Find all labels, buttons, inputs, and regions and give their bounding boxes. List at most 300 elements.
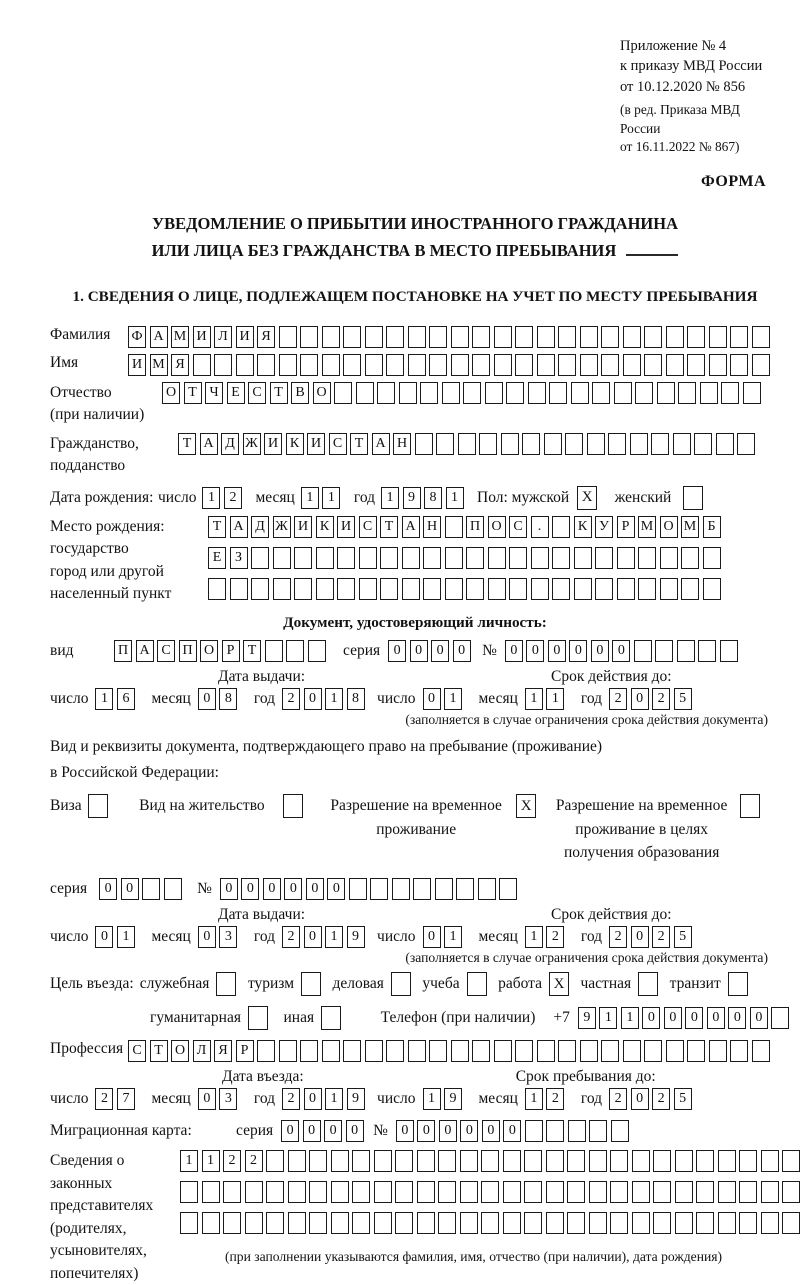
char-cell[interactable]: 1	[423, 1088, 441, 1110]
char-cell[interactable]: 0	[388, 640, 406, 662]
char-cell[interactable]	[721, 382, 739, 404]
char-cell[interactable]: П	[466, 516, 484, 538]
char-cell[interactable]	[580, 1040, 598, 1062]
char-cell[interactable]	[380, 547, 398, 569]
char-cell[interactable]	[417, 1150, 435, 1172]
char-cell[interactable]	[472, 1040, 490, 1062]
char-cell[interactable]: 1	[322, 487, 340, 509]
char-cell[interactable]	[537, 326, 555, 348]
char-cell[interactable]	[245, 1212, 263, 1234]
char-cell[interactable]: 1	[301, 487, 319, 509]
char-cell[interactable]	[552, 578, 570, 600]
char-cell[interactable]	[739, 1181, 757, 1203]
char-cell[interactable]	[601, 354, 619, 376]
char-cell[interactable]	[288, 1181, 306, 1203]
char-cell[interactable]: А	[150, 326, 168, 348]
char-cell[interactable]	[574, 578, 592, 600]
char-cell[interactable]: И	[294, 516, 312, 538]
char-cell[interactable]	[445, 547, 463, 569]
char-cell[interactable]: 2	[282, 1088, 300, 1110]
char-cell[interactable]: Ж	[243, 433, 261, 455]
char-cell[interactable]	[617, 547, 635, 569]
male-checkbox[interactable]: X	[577, 486, 597, 510]
birth-month-boxes[interactable]	[301, 487, 344, 509]
char-cell[interactable]	[558, 354, 576, 376]
char-cell[interactable]	[589, 1212, 607, 1234]
issue-month-boxes[interactable]	[198, 688, 241, 710]
char-cell[interactable]: 1	[202, 1150, 220, 1172]
char-cell[interactable]	[718, 1181, 736, 1203]
char-cell[interactable]	[752, 326, 770, 348]
char-cell[interactable]	[352, 1150, 370, 1172]
legal-row3-boxes[interactable]	[180, 1212, 800, 1234]
char-cell[interactable]: 1	[325, 1088, 343, 1110]
char-cell[interactable]: .	[531, 516, 549, 538]
char-cell[interactable]	[589, 1120, 607, 1142]
char-cell[interactable]	[429, 354, 447, 376]
char-cell[interactable]	[771, 1007, 789, 1029]
char-cell[interactable]: К	[316, 516, 334, 538]
char-cell[interactable]: М	[150, 354, 168, 376]
char-cell[interactable]: 2	[546, 926, 564, 948]
rvp-edu-checkbox[interactable]	[740, 794, 760, 818]
char-cell[interactable]	[675, 1150, 693, 1172]
char-cell[interactable]: 8	[347, 688, 365, 710]
char-cell[interactable]: И	[307, 433, 325, 455]
char-cell[interactable]: 0	[198, 688, 216, 710]
char-cell[interactable]	[337, 547, 355, 569]
char-cell[interactable]	[703, 578, 721, 600]
char-cell[interactable]	[266, 1212, 284, 1234]
char-cell[interactable]: О	[171, 1040, 189, 1062]
char-cell[interactable]: 3	[219, 926, 237, 948]
char-cell[interactable]	[164, 878, 182, 900]
char-cell[interactable]	[386, 1040, 404, 1062]
expiry-month-boxes[interactable]	[525, 688, 568, 710]
char-cell[interactable]	[420, 382, 438, 404]
char-cell[interactable]	[580, 354, 598, 376]
char-cell[interactable]	[644, 354, 662, 376]
char-cell[interactable]: О	[313, 382, 331, 404]
char-cell[interactable]: 0	[453, 640, 471, 662]
char-cell[interactable]	[374, 1181, 392, 1203]
char-cell[interactable]	[503, 1212, 521, 1234]
char-cell[interactable]: 0	[198, 926, 216, 948]
char-cell[interactable]: А	[200, 433, 218, 455]
char-cell[interactable]	[698, 640, 716, 662]
char-cell[interactable]	[638, 578, 656, 600]
char-cell[interactable]: 1	[95, 688, 113, 710]
char-cell[interactable]	[309, 1181, 327, 1203]
char-cell[interactable]	[524, 1212, 542, 1234]
permit-issue-day-boxes[interactable]	[95, 926, 138, 948]
char-cell[interactable]: 0	[631, 688, 649, 710]
entry-month-boxes[interactable]	[198, 1088, 241, 1110]
char-cell[interactable]	[687, 1040, 705, 1062]
citizenship-boxes[interactable]	[178, 433, 759, 455]
char-cell[interactable]	[359, 578, 377, 600]
char-cell[interactable]	[509, 578, 527, 600]
char-cell[interactable]	[687, 326, 705, 348]
char-cell[interactable]	[337, 578, 355, 600]
char-cell[interactable]: 0	[548, 640, 566, 662]
char-cell[interactable]	[718, 1212, 736, 1234]
phone-boxes[interactable]	[578, 1007, 793, 1029]
char-cell[interactable]: 1	[381, 487, 399, 509]
birthplace-row3-boxes[interactable]	[208, 578, 724, 600]
char-cell[interactable]: Д	[251, 516, 269, 538]
char-cell[interactable]	[460, 1212, 478, 1234]
char-cell[interactable]	[294, 547, 312, 569]
char-cell[interactable]: 0	[482, 1120, 500, 1142]
purpose-private-checkbox[interactable]	[638, 972, 658, 996]
char-cell[interactable]: 5	[674, 688, 692, 710]
char-cell[interactable]	[316, 578, 334, 600]
char-cell[interactable]: У	[595, 516, 613, 538]
char-cell[interactable]	[245, 1181, 263, 1203]
char-cell[interactable]	[392, 878, 410, 900]
char-cell[interactable]	[365, 326, 383, 348]
char-cell[interactable]	[331, 1212, 349, 1234]
char-cell[interactable]	[782, 1150, 800, 1172]
char-cell[interactable]	[257, 354, 275, 376]
char-cell[interactable]: 0	[220, 878, 238, 900]
char-cell[interactable]: 0	[664, 1007, 682, 1029]
char-cell[interactable]: С	[157, 640, 175, 662]
char-cell[interactable]	[386, 326, 404, 348]
char-cell[interactable]: 1	[599, 1007, 617, 1029]
char-cell[interactable]: 0	[439, 1120, 457, 1142]
char-cell[interactable]: 3	[219, 1088, 237, 1110]
char-cell[interactable]	[589, 1150, 607, 1172]
char-cell[interactable]: Ф	[128, 326, 146, 348]
char-cell[interactable]	[142, 878, 160, 900]
char-cell[interactable]	[395, 1150, 413, 1172]
birthplace-row1-boxes[interactable]	[208, 516, 724, 538]
permit-number-boxes[interactable]	[220, 878, 521, 900]
char-cell[interactable]: 1	[546, 688, 564, 710]
surname-boxes[interactable]	[128, 326, 773, 348]
char-cell[interactable]	[632, 1150, 650, 1172]
char-cell[interactable]: Т	[380, 516, 398, 538]
char-cell[interactable]	[720, 640, 738, 662]
char-cell[interactable]	[451, 326, 469, 348]
char-cell[interactable]: Л	[193, 1040, 211, 1062]
char-cell[interactable]	[644, 1040, 662, 1062]
char-cell[interactable]	[300, 354, 318, 376]
char-cell[interactable]	[608, 433, 626, 455]
char-cell[interactable]: К	[286, 433, 304, 455]
char-cell[interactable]	[743, 382, 761, 404]
char-cell[interactable]: 0	[750, 1007, 768, 1029]
char-cell[interactable]	[544, 433, 562, 455]
char-cell[interactable]	[429, 326, 447, 348]
char-cell[interactable]: 0	[569, 640, 587, 662]
char-cell[interactable]	[423, 547, 441, 569]
char-cell[interactable]: 2	[652, 688, 670, 710]
char-cell[interactable]	[571, 382, 589, 404]
char-cell[interactable]	[528, 382, 546, 404]
char-cell[interactable]	[193, 354, 211, 376]
char-cell[interactable]	[352, 1181, 370, 1203]
char-cell[interactable]: М	[681, 516, 699, 538]
char-cell[interactable]	[494, 326, 512, 348]
char-cell[interactable]	[223, 1181, 241, 1203]
char-cell[interactable]	[655, 640, 673, 662]
char-cell[interactable]	[479, 433, 497, 455]
char-cell[interactable]	[309, 1150, 327, 1172]
char-cell[interactable]	[644, 326, 662, 348]
char-cell[interactable]: С	[359, 516, 377, 538]
char-cell[interactable]	[503, 1150, 521, 1172]
char-cell[interactable]: 1	[525, 688, 543, 710]
char-cell[interactable]: 2	[224, 487, 242, 509]
char-cell[interactable]	[273, 578, 291, 600]
char-cell[interactable]: О	[660, 516, 678, 538]
char-cell[interactable]	[739, 1212, 757, 1234]
char-cell[interactable]: 1	[621, 1007, 639, 1029]
char-cell[interactable]: 0	[460, 1120, 478, 1142]
char-cell[interactable]	[653, 1212, 671, 1234]
char-cell[interactable]: Т	[184, 382, 202, 404]
char-cell[interactable]: Н	[393, 433, 411, 455]
char-cell[interactable]: М	[171, 326, 189, 348]
char-cell[interactable]: 8	[219, 688, 237, 710]
char-cell[interactable]	[752, 354, 770, 376]
char-cell[interactable]: С	[329, 433, 347, 455]
char-cell[interactable]	[552, 547, 570, 569]
char-cell[interactable]	[531, 578, 549, 600]
doc-number-boxes[interactable]	[505, 640, 742, 662]
char-cell[interactable]	[334, 382, 352, 404]
char-cell[interactable]	[660, 547, 678, 569]
char-cell[interactable]	[524, 1181, 542, 1203]
purpose-transit-checkbox[interactable]	[728, 972, 748, 996]
char-cell[interactable]: 2	[609, 1088, 627, 1110]
char-cell[interactable]	[466, 547, 484, 569]
char-cell[interactable]	[675, 1181, 693, 1203]
char-cell[interactable]	[436, 433, 454, 455]
char-cell[interactable]: 0	[423, 688, 441, 710]
char-cell[interactable]: 0	[612, 640, 630, 662]
char-cell[interactable]	[601, 1040, 619, 1062]
char-cell[interactable]	[488, 547, 506, 569]
char-cell[interactable]: 0	[327, 878, 345, 900]
char-cell[interactable]: И	[236, 326, 254, 348]
char-cell[interactable]: 0	[304, 1088, 322, 1110]
char-cell[interactable]	[236, 354, 254, 376]
char-cell[interactable]	[709, 326, 727, 348]
char-cell[interactable]: Е	[208, 547, 226, 569]
char-cell[interactable]: 6	[117, 688, 135, 710]
char-cell[interactable]	[630, 433, 648, 455]
char-cell[interactable]: 0	[281, 1120, 299, 1142]
entry-year-boxes[interactable]	[282, 1088, 368, 1110]
char-cell[interactable]	[266, 1150, 284, 1172]
char-cell[interactable]	[718, 1150, 736, 1172]
char-cell[interactable]: Т	[350, 433, 368, 455]
char-cell[interactable]	[730, 354, 748, 376]
char-cell[interactable]	[485, 382, 503, 404]
char-cell[interactable]: 0	[591, 640, 609, 662]
char-cell[interactable]: С	[509, 516, 527, 538]
char-cell[interactable]: 9	[578, 1007, 596, 1029]
char-cell[interactable]	[499, 878, 517, 900]
char-cell[interactable]: П	[114, 640, 132, 662]
char-cell[interactable]	[257, 1040, 275, 1062]
char-cell[interactable]	[481, 1150, 499, 1172]
purpose-tourism-checkbox[interactable]	[301, 972, 321, 996]
char-cell[interactable]	[660, 578, 678, 600]
char-cell[interactable]	[675, 1212, 693, 1234]
char-cell[interactable]: Т	[270, 382, 288, 404]
char-cell[interactable]	[549, 382, 567, 404]
char-cell[interactable]	[230, 578, 248, 600]
char-cell[interactable]	[595, 547, 613, 569]
char-cell[interactable]	[610, 1150, 628, 1172]
char-cell[interactable]	[300, 1040, 318, 1062]
char-cell[interactable]	[632, 1212, 650, 1234]
char-cell[interactable]	[322, 326, 340, 348]
char-cell[interactable]	[309, 1212, 327, 1234]
char-cell[interactable]	[537, 354, 555, 376]
char-cell[interactable]: Т	[150, 1040, 168, 1062]
char-cell[interactable]: 2	[652, 1088, 670, 1110]
migration-number-boxes[interactable]	[396, 1120, 633, 1142]
char-cell[interactable]: Р	[222, 640, 240, 662]
char-cell[interactable]	[580, 326, 598, 348]
char-cell[interactable]	[515, 354, 533, 376]
char-cell[interactable]: 1	[117, 926, 135, 948]
char-cell[interactable]: 0	[417, 1120, 435, 1142]
char-cell[interactable]: П	[179, 640, 197, 662]
char-cell[interactable]	[488, 578, 506, 600]
char-cell[interactable]	[279, 1040, 297, 1062]
char-cell[interactable]	[208, 578, 226, 600]
char-cell[interactable]	[408, 1040, 426, 1062]
char-cell[interactable]: 0	[526, 640, 544, 662]
char-cell[interactable]: 0	[503, 1120, 521, 1142]
char-cell[interactable]	[546, 1181, 564, 1203]
char-cell[interactable]: Р	[617, 516, 635, 538]
char-cell[interactable]	[623, 326, 641, 348]
purpose-humanitarian-checkbox[interactable]	[248, 1006, 268, 1030]
char-cell[interactable]	[451, 354, 469, 376]
char-cell[interactable]: 9	[347, 926, 365, 948]
char-cell[interactable]: 1	[446, 487, 464, 509]
name-boxes[interactable]	[128, 354, 773, 376]
char-cell[interactable]: 2	[652, 926, 670, 948]
char-cell[interactable]	[316, 547, 334, 569]
char-cell[interactable]	[413, 878, 431, 900]
char-cell[interactable]	[300, 326, 318, 348]
char-cell[interactable]	[610, 1181, 628, 1203]
char-cell[interactable]	[617, 578, 635, 600]
char-cell[interactable]	[651, 433, 669, 455]
char-cell[interactable]	[463, 382, 481, 404]
char-cell[interactable]	[632, 1181, 650, 1203]
char-cell[interactable]	[481, 1212, 499, 1234]
char-cell[interactable]	[700, 382, 718, 404]
char-cell[interactable]	[574, 547, 592, 569]
char-cell[interactable]	[331, 1181, 349, 1203]
char-cell[interactable]: Т	[208, 516, 226, 538]
char-cell[interactable]	[472, 326, 490, 348]
char-cell[interactable]: 0	[431, 640, 449, 662]
char-cell[interactable]: Р	[236, 1040, 254, 1062]
char-cell[interactable]	[356, 382, 374, 404]
char-cell[interactable]	[494, 354, 512, 376]
char-cell[interactable]	[635, 382, 653, 404]
female-checkbox[interactable]	[683, 486, 703, 510]
char-cell[interactable]	[703, 547, 721, 569]
char-cell[interactable]	[666, 326, 684, 348]
char-cell[interactable]	[451, 1040, 469, 1062]
char-cell[interactable]	[399, 382, 417, 404]
char-cell[interactable]: 0	[346, 1120, 364, 1142]
char-cell[interactable]	[445, 516, 463, 538]
char-cell[interactable]: 1	[325, 926, 343, 948]
char-cell[interactable]	[202, 1181, 220, 1203]
char-cell[interactable]	[331, 1150, 349, 1172]
residence-permit-checkbox[interactable]	[283, 794, 303, 818]
permit-series-boxes[interactable]	[99, 878, 185, 900]
char-cell[interactable]	[666, 1040, 684, 1062]
char-cell[interactable]	[694, 433, 712, 455]
char-cell[interactable]	[653, 1150, 671, 1172]
char-cell[interactable]	[214, 354, 232, 376]
char-cell[interactable]	[349, 878, 367, 900]
char-cell[interactable]	[709, 1040, 727, 1062]
char-cell[interactable]	[438, 1212, 456, 1234]
char-cell[interactable]	[739, 1150, 757, 1172]
permit-issue-month-boxes[interactable]	[198, 926, 241, 948]
profession-boxes[interactable]	[128, 1040, 773, 1062]
char-cell[interactable]	[696, 1181, 714, 1203]
char-cell[interactable]	[525, 1120, 543, 1142]
char-cell[interactable]	[251, 578, 269, 600]
char-cell[interactable]	[730, 1040, 748, 1062]
char-cell[interactable]	[673, 433, 691, 455]
char-cell[interactable]: 2	[223, 1150, 241, 1172]
permit-expiry-year-boxes[interactable]	[609, 926, 695, 948]
char-cell[interactable]	[592, 382, 610, 404]
char-cell[interactable]: 0	[642, 1007, 660, 1029]
char-cell[interactable]	[681, 578, 699, 600]
char-cell[interactable]: 0	[198, 1088, 216, 1110]
char-cell[interactable]	[558, 1040, 576, 1062]
char-cell[interactable]	[737, 433, 755, 455]
char-cell[interactable]	[677, 640, 695, 662]
char-cell[interactable]: О	[488, 516, 506, 538]
char-cell[interactable]	[352, 1212, 370, 1234]
char-cell[interactable]: 0	[306, 878, 324, 900]
char-cell[interactable]	[343, 1040, 361, 1062]
char-cell[interactable]: 1	[325, 688, 343, 710]
char-cell[interactable]: А	[372, 433, 390, 455]
char-cell[interactable]: Д	[221, 433, 239, 455]
char-cell[interactable]: Я	[214, 1040, 232, 1062]
char-cell[interactable]	[509, 547, 527, 569]
char-cell[interactable]	[415, 433, 433, 455]
char-cell[interactable]	[472, 354, 490, 376]
char-cell[interactable]	[730, 326, 748, 348]
char-cell[interactable]	[359, 547, 377, 569]
char-cell[interactable]	[408, 354, 426, 376]
expiry-year-boxes[interactable]	[609, 688, 695, 710]
char-cell[interactable]: К	[574, 516, 592, 538]
char-cell[interactable]	[614, 382, 632, 404]
